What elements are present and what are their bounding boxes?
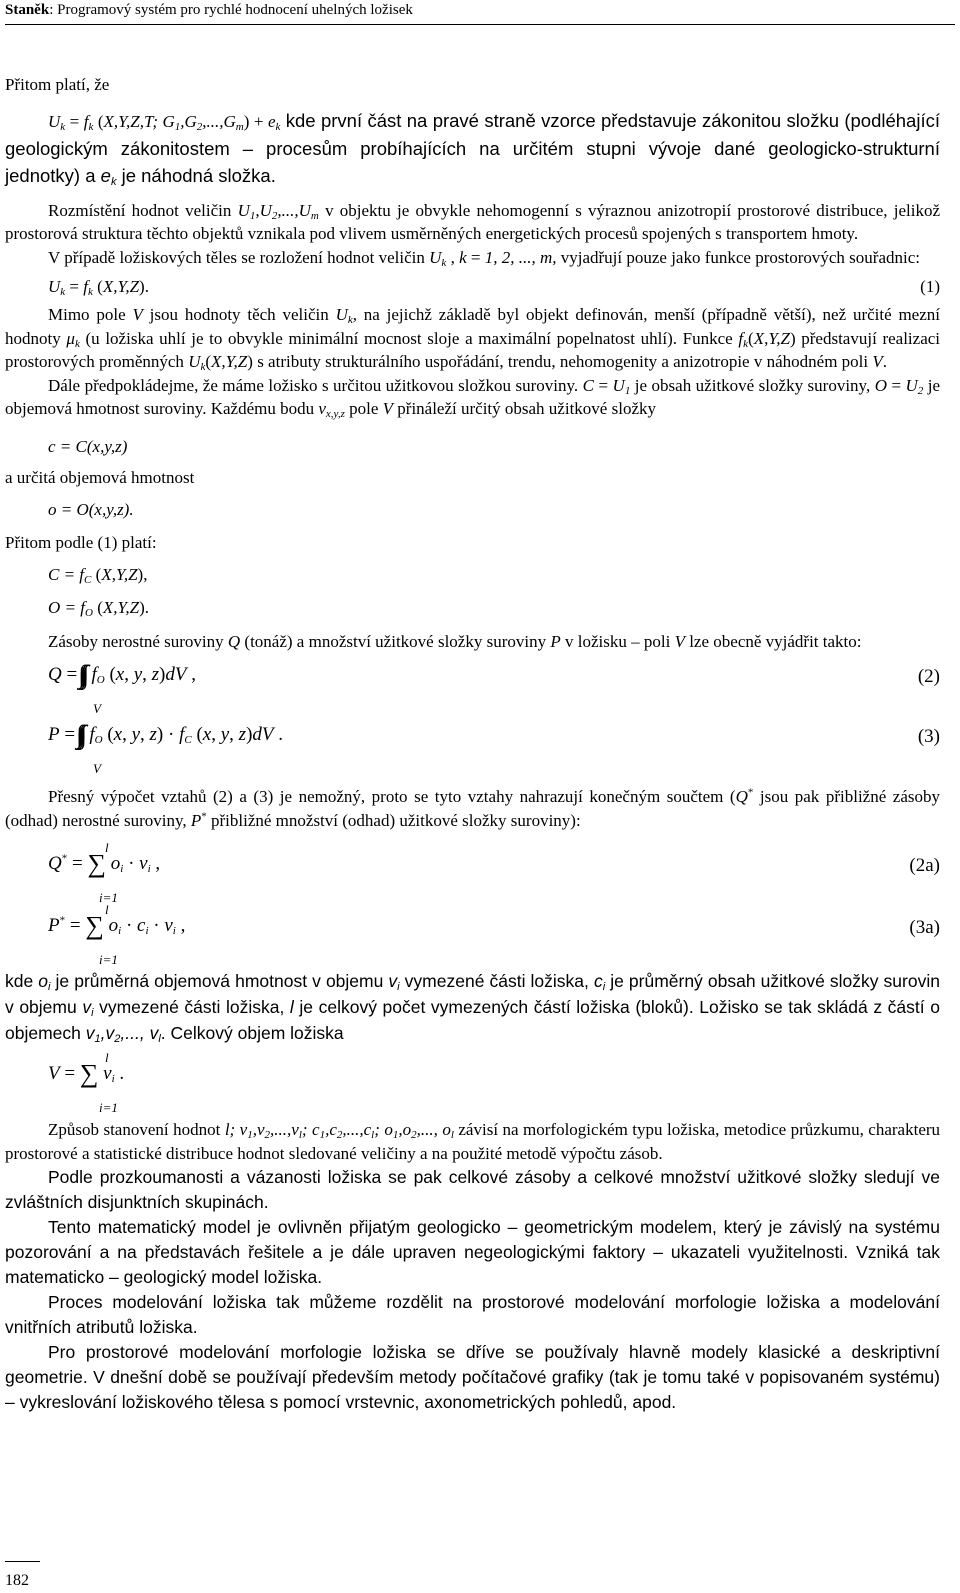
equation-C: $C = f_C$ (X,Y,Z), <box>48 564 148 586</box>
running-header <box>5 0 955 25</box>
paragraph-11: Způsob stanovení hodnot l; $v_1,v_2,...,v_l$; $c_1,c_2,...,c_l$; $o_1,o_2$,..., $o_l$ závisí na morfologickém typu ložiska, metodice průzkumu, charakteru prostorové a statistické distribuce hodnot sledované veličiny a na použité metodě výpočtu zásob. <box>5 1120 941 1163</box>
p4-b: jsou hodnoty těch veličin <box>149 305 329 324</box>
eq-o-text: o = O(x,y,z). <box>48 499 134 519</box>
page-number: 182 <box>5 1572 29 1589</box>
p5-c: je objemová hmotnost suroviny. Každému bodu <box>5 375 941 418</box>
p1-end: je náhodná složka. <box>121 164 276 186</box>
equation-c <box>5 435 940 459</box>
paragraph-5: Dále předpokládejme, že máme ložisko s určitou užitkovou složkou suroviny. $C = U_1$ je obsah užitkové složky suroviny, $O = U_2$ je objemová hmotnost suroviny. Každému bodu $v_{x,y,z}$ pole V přináleží určitý obsah užitkové složky <box>5 375 941 420</box>
p5-d: pole <box>349 399 379 418</box>
paragraph-2: Rozmístění hodnot veličin $U_1,U_2,...,U_m$ v objektu je obvykle nehomogenní s výraznou anizotropií prostorové distribuce, jelikož prostorová struktura těchto objektů vznikala pod vlivem usměrněných energetických procesů spojených s transportem hmoty. <box>5 200 941 243</box>
equation-V: l V = ∑ $v_i$ . i=1 <box>48 1050 125 1115</box>
paragraph-9: Přesný výpočet vztahů (2) a (3) je nemožný, proto se tyto vztahy nahrazují konečným součtem (Q* jsou pak přibližné zásoby (odhad) nerostné suroviny, P* přibližné množství (odhad) užitkové složky suroviny): <box>5 786 940 830</box>
paragraph-4: Mimo pole V jsou hodnoty těch veličin $U_k$, na jejichž základě byl objekt definován, menší (případně větší), než určité mezní hodnoty $\mu_k$ (u ložiska uhlí je to obvykle minimální mocnost sloje a maximální popelnatost uhlí). Funkce $f_k(X,Y,Z)$ představují realizaci prostorových proměnných $U_k(X,Y,Z)$ s atributy strukturálního uspořádání, trendu, nehomogenity a anizotropie v náhodném poli V. <box>5 305 941 373</box>
paragraph-15: Pro prostorové modelování morfologie ložiska se dříve se používaly hlavně modely klasické a deskriptivní geometrie. V dnešní době se používají především metody počítačové grafiky (tak je tomu také v popisovaném systému) – vykreslování ložiskového tělesa s pomocí vrstevnic, axonometrických pohledů, apod. <box>5 1342 940 1412</box>
eq-c-text: c = C(x,y,z) <box>48 436 128 456</box>
paragraph-10: kde $o_i$ je průměrná objemová hmotnost v objemu $v_i$ vymezené části ložiska, $c_i$ je průměrný obsah užitkové složky surovin v objemu $v_i$ vymezené části ložiska, l je celkový počet vymezených částí ložiska (bloků). Ložisko se tak skládá z částí o objemech $v_1,v_2$,..., $v_l$. Celkový objem ložiska <box>5 971 940 1045</box>
p1-rest: kde první část na pravé straně vzorce představuje zákonitou složku (podléhající geologickým zákonitostem – procesům probíhajících na určitém stupni vývoje dané geologicko-strukturní jednotky) a <box>5 109 940 186</box>
equation-2: $Q = f_O$ (x, y, z)dV , V (2) <box>48 664 940 716</box>
p2-a: Rozmístění hodnot veličin <box>48 200 232 220</box>
equation-3a: l P* = ∑ $o_i \cdot c_i \cdot v_i$ , i=1 (3a) <box>48 902 940 967</box>
p4-e: představují realizaci prostorových proměnných <box>5 328 941 371</box>
p4-a: Mimo pole <box>48 305 126 324</box>
paragraph-14: Proces modelování ložiska tak můžeme rozdělit na prostorové modelování morfologie ložiska a modelování vnitřních atributů ložiska. <box>5 1292 940 1337</box>
paragraph-7: Přitom podle (1) platí: <box>5 533 157 552</box>
eq1-number: (1) <box>920 277 940 296</box>
paragraph-8: Zásoby nerostné suroviny Q (tonáž) a množství užitkové složky suroviny P v ložisku – poli V lze obecně vyjádřit takto: <box>48 631 862 651</box>
p4-f: s atributy strukturálního uspořádání, trendu, nehomogenity a anizotropie v náhodném poli <box>257 352 869 371</box>
footer-rule <box>5 1561 40 1562</box>
p5-e: přináleží určitý obsah užitkové složky <box>397 399 656 418</box>
p4-d: (u ložiska uhlí je to obvykle minimální mocnost sloje a maximální popelnatost uhlí). Funkce <box>85 328 733 348</box>
p3-a: V případě ložiskových těles se rozložení hodnot veličin <box>48 247 425 267</box>
paragraph-3: V případě ložiskových těles se rozložení hodnot veličin $U_k$ , k = 1, 2, ..., m, vyjadřují pouze jako funkce prostorových souřadnic: <box>48 247 920 269</box>
equation-o <box>5 498 940 522</box>
equation-3: $P = f_O$ (x, y, $z) \cdot f_C$ (x, y, z)dV . V (3) <box>48 724 940 776</box>
p2-b: v objektu je obvykle nehomogenní s výraznou anizotropií prostorové distribuce, jelikož prostorová struktura těchto objektů vznikala pod vlivem usměrněných energetických procesů spojených s transportem hmoty. <box>5 200 941 243</box>
eq2-number: (2) <box>917 666 940 687</box>
eq3a-number: (3a) <box>909 917 940 938</box>
p5-a: Dále předpokládejme, že máme ložisko s určitou užitkovou složkou suroviny. <box>48 375 579 395</box>
p5-b: je obsah užitkové složky suroviny, <box>634 375 871 395</box>
eq2a-number: (2a) <box>909 855 940 876</box>
paragraph-1: $U_k = f_k$ (X,Y,Z,T; $G_1,G_2,...,G_m) + e_k$ kde první část na pravé straně vzorce představuje zákonitou složku (podléhající geologickým zákonitostem – procesům probíhajících na určitém stupni vývoje dané geologicko-strukturní jednotky) a $e_k$ je náhodná složka. <box>5 109 940 188</box>
intro-line: Přitom platí, že <box>5 75 110 94</box>
paragraph-13: Tento matematický model je ovlivněn přijatým geologicko – geometrickým modelem, který je závislý na systému pozorování a na představách řešitele a je dále upraven negeologickými faktory – ukazateli využitelnosti. Vzniká tak matematicko – geologický model ložiska. <box>5 1217 940 1287</box>
equation-O: $O = f_O$ (X,Y,Z). <box>48 598 150 619</box>
eq3-number: (3) <box>917 726 940 747</box>
header-title: : Programový systém pro rychlé hodnocení uhelných ložisek <box>49 2 413 18</box>
p3-b: vyjadřují pouze jako funkce prostorových souřadnic: <box>560 247 920 267</box>
p4-c: , na jejichž základě byl objekt definován, menší (případně větší), než určité mezní hodnoty <box>5 305 940 348</box>
equation-1: $U_k = f_k$ (X,Y,Z). (1) <box>48 277 940 298</box>
paragraph-6: a určitá objemová hmotnost <box>5 468 195 487</box>
paragraph-12: Podle prozkoumanosti a vázanosti ložiska se pak celkové zásoby a celkové množství užitkové složky sledují ve zvláštních disjunktních skupinách. <box>5 1167 940 1212</box>
page-body <box>5 28 940 1415</box>
equation-2a: l Q* = ∑ $o_i \cdot v_i$ , i=1 (2a) <box>48 840 940 905</box>
header-author: Staněk <box>5 2 50 18</box>
